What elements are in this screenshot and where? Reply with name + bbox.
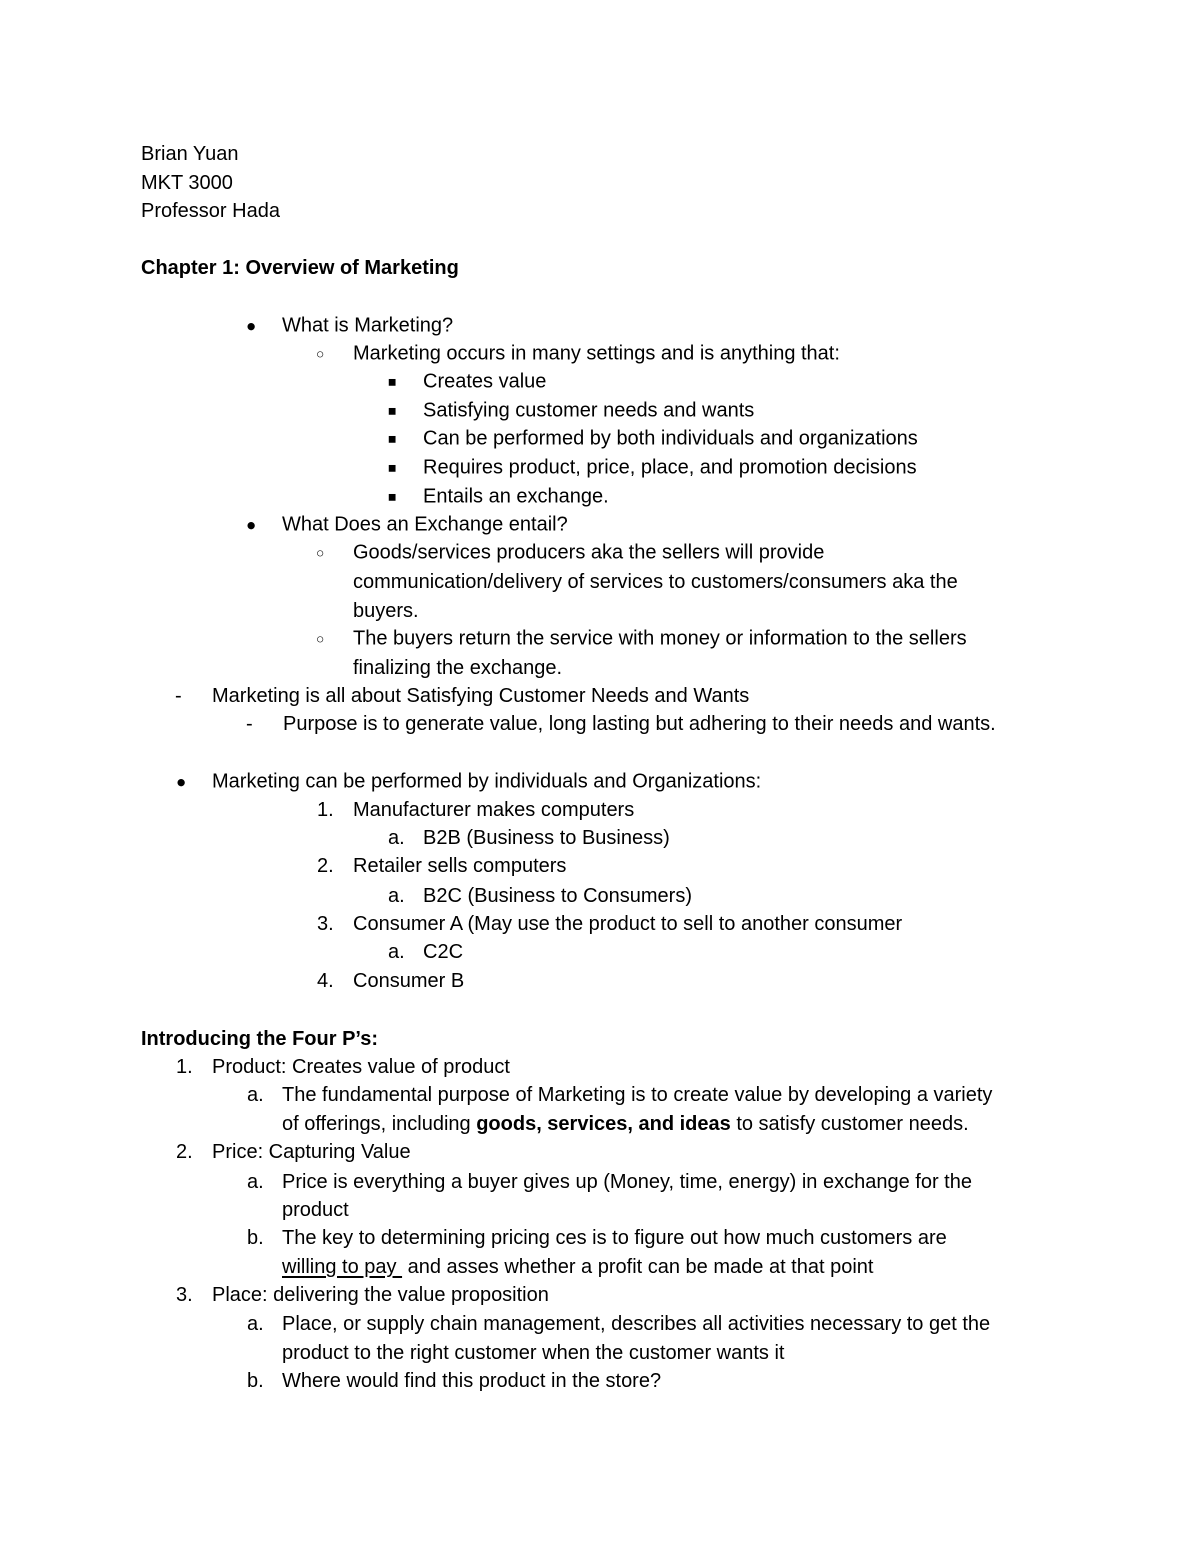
item-text: Product: Creates value of product: [212, 1056, 510, 1078]
item-text: The fundamental purpose of Marketing is to create value by developing a variety: [282, 1084, 993, 1106]
list-item: [388, 399, 754, 424]
item-letter: a.: [388, 885, 405, 907]
list-item: [316, 342, 840, 367]
list-item: [175, 684, 749, 708]
list-item: [388, 427, 918, 452]
lettered-item: [247, 1083, 992, 1107]
item-text: Consumer B: [353, 970, 465, 992]
professor-name: Professor Hada: [141, 200, 280, 222]
lettered-item: [388, 826, 670, 850]
item-text: C2C: [423, 941, 464, 963]
item-number: 4.: [317, 970, 334, 992]
item-text: B2B (Business to Business): [423, 827, 670, 849]
list-item-continuation: [282, 1255, 873, 1279]
lettered-item: [247, 1226, 947, 1250]
list-item-text: Marketing occurs in many settings and is anything that:: [353, 342, 840, 365]
item-text: Where would find this product in the store?: [282, 1370, 662, 1392]
bullet-disc-icon: ●: [176, 772, 187, 792]
list-item-text: Marketing can be performed by individuals and Organizations:: [212, 770, 762, 793]
numbered-item: [176, 1140, 411, 1164]
bullet-circle-icon: ○: [316, 544, 325, 561]
list-item-text: Can be performed by both individuals and organizations: [423, 427, 918, 450]
lettered-item: [247, 1369, 661, 1393]
list-item-text: Purpose is to generate value, long lasting but adhering to their needs and wants.: [283, 713, 996, 735]
bullet-disc-icon: ●: [246, 515, 257, 535]
text-run: of offerings, including: [282, 1113, 477, 1135]
numbered-item: [176, 1055, 510, 1079]
lettered-item: [247, 1312, 990, 1336]
list-item-text: Satisfying customer needs and wants: [423, 399, 755, 422]
bullet-square-icon: ■: [388, 488, 397, 505]
bullet-circle-icon: ○: [316, 630, 325, 647]
item-text: Price is everything a buyer gives up (Money, time, energy) in exchange for the: [282, 1171, 972, 1193]
author-name: Brian Yuan: [141, 143, 239, 165]
numbered-item: [317, 912, 902, 936]
item-letter: a.: [247, 1313, 264, 1335]
item-letter: a.: [388, 827, 405, 849]
lettered-item: [388, 884, 692, 908]
bullet-square-icon: ■: [388, 402, 397, 419]
list-item-continuation: product to the right customer when the customer wants it: [282, 1342, 785, 1364]
list-item-text: What is Marketing?: [282, 314, 454, 337]
item-text: Manufacturer makes computers: [353, 799, 635, 821]
item-letter: b.: [247, 1370, 264, 1392]
item-text: B2C (Business to Consumers): [423, 885, 692, 907]
item-number: 3.: [176, 1284, 193, 1306]
bullet-square-icon: ■: [388, 373, 397, 390]
bold-text-run: goods, services, and ideas: [476, 1113, 731, 1135]
item-text: Consumer A (May use the product to sell to another consumer: [353, 913, 903, 935]
list-item-text: Marketing is all about Satisfying Customer Needs and Wants: [212, 685, 750, 707]
bullet-disc-icon: ●: [246, 316, 257, 336]
item-number: 2.: [176, 1141, 193, 1163]
numbered-item: [176, 1283, 549, 1307]
list-item-text: Entails an exchange.: [423, 485, 609, 508]
bullet-circle-icon: ○: [316, 345, 325, 362]
list-item: [176, 770, 761, 795]
list-item-continuation: [282, 1112, 969, 1136]
bullet-dash-icon: -: [175, 685, 182, 707]
course-code: MKT 3000: [141, 172, 233, 194]
underlined-text-run: willing to pay: [282, 1256, 403, 1278]
bullet-square-icon: ■: [388, 459, 397, 476]
list-item-continuation: buyers.: [353, 600, 419, 622]
item-number: 1.: [317, 799, 334, 821]
numbered-item: [317, 798, 634, 822]
chapter-title: Chapter 1: Overview of Marketing: [141, 257, 459, 279]
list-item-continuation: communication/delivery of services to customers/consumers aka the: [353, 571, 958, 593]
list-item-text: The buyers return the service with money or information to the sellers: [353, 627, 967, 650]
text-run: to satisfy customer needs.: [730, 1113, 969, 1135]
list-item: [246, 513, 568, 538]
item-text: Place, or supply chain management, describes all activities necessary to get the: [282, 1313, 991, 1335]
list-item-text: Requires product, price, place, and promotion decisions: [423, 456, 917, 479]
item-text: Retailer sells computers: [353, 855, 567, 877]
list-item: [388, 456, 917, 481]
item-letter: a.: [247, 1084, 264, 1106]
list-item-text: Creates value: [423, 370, 547, 393]
item-letter: b.: [247, 1227, 264, 1249]
list-item: [316, 627, 967, 652]
list-item-text: What Does an Exchange entail?: [282, 513, 568, 536]
bullet-dash-icon: -: [246, 713, 253, 735]
item-number: 2.: [317, 855, 334, 877]
item-text: Place: delivering the value proposition: [212, 1284, 549, 1306]
list-item: [388, 485, 609, 510]
bullet-square-icon: ■: [388, 430, 397, 447]
item-letter: a.: [247, 1171, 264, 1193]
item-letter: a.: [388, 941, 405, 963]
lettered-item: [388, 940, 463, 964]
item-text: The key to determining pricing ces is to figure out how much customers are: [282, 1227, 947, 1249]
item-text: Price: Capturing Value: [212, 1141, 411, 1163]
list-item: [388, 370, 546, 395]
list-item: [316, 541, 824, 566]
item-number: 3.: [317, 913, 334, 935]
section-title: Introducing the Four P’s:: [141, 1028, 379, 1050]
numbered-item: [317, 969, 464, 993]
item-number: 1.: [176, 1056, 193, 1078]
list-item-text: Goods/services producers aka the sellers will provide: [353, 541, 825, 564]
lettered-item: [247, 1170, 972, 1194]
list-item: [246, 712, 996, 736]
text-run: and asses whether a profit can be made at that point: [402, 1256, 874, 1278]
list-item-continuation: product: [282, 1199, 349, 1221]
list-item: [246, 314, 453, 339]
numbered-item: [317, 854, 566, 878]
list-item-continuation: finalizing the exchange.: [353, 657, 563, 679]
